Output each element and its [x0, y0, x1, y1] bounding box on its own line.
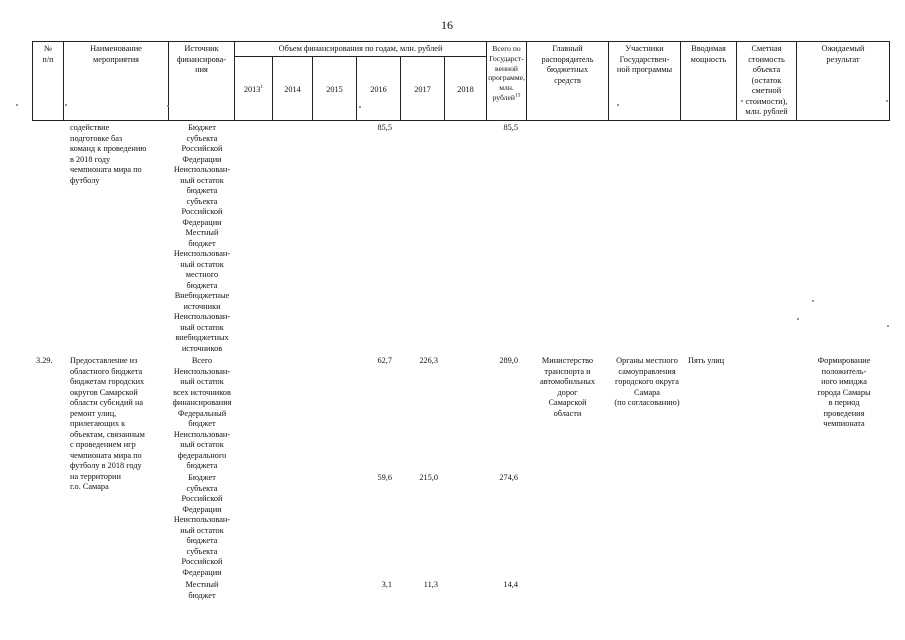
header-participants: Участники Государствен- ной программы: [616, 44, 673, 74]
prev-row-name: содействие подготовке баз команд к проведению в 2018 году чемпионата мира по футболу: [70, 123, 147, 185]
footnote-1: 1: [260, 84, 264, 91]
header-year-2016: 2016: [370, 85, 387, 94]
header-source: Источник финансирова- ния: [176, 44, 227, 74]
row-name: Предоставление из областного бюджета бюджетам городских округов Самарской области субсидий на ремонт улиц, прилегающих к объектам, связанным с проведением игр чемпионата мира по футболу в 2018 году на территории г.о. Самара: [70, 356, 145, 491]
header-year-2017: 2017: [414, 85, 431, 94]
header-capacity: Вводимая мощность: [690, 44, 727, 64]
row-all-total: 289,0: [499, 356, 518, 365]
row-regional-2017: 215,0: [419, 473, 438, 482]
prev-row-total: 85,5: [503, 123, 518, 132]
prev-row-sources: Бюджет субъекта Российской Федерации Неиспользован- ный остаток бюджета субъекта Российской Федерации Местный бюджет Неиспользован- ный остаток местного бюджета Внебюджетные источники Неиспользован- ный остаток внебюджетных источников: [173, 123, 231, 353]
row-capacity: Пять улиц: [688, 356, 725, 365]
header-funding-group: Объем финансирования по годам, млн. рублей: [278, 44, 443, 53]
row-regional-2016: 59,6: [377, 473, 392, 482]
header-year-2015: 2015: [326, 85, 343, 94]
header-name: Наименование мероприятия: [90, 44, 142, 64]
row-regional-total: 274,6: [499, 473, 518, 482]
row-sources-regional: Бюджет субъекта Российской Федерации Неиспользован- ный остаток бюджета субъекта Российской Федерации: [173, 473, 231, 577]
row-local-2017: 11,3: [423, 580, 438, 589]
header-distributor: Главный распорядитель бюджетных средств: [541, 44, 594, 85]
header-estimated-cost: Сметная стоимость объекта (остаток сметной стоимости), млн. рублей: [745, 44, 788, 116]
header-year-2014: 2014: [284, 85, 301, 94]
row-participants: Органы местного самоуправления городского округа Самара (по согласованию): [614, 356, 680, 407]
header-num: № п/п: [42, 44, 54, 64]
page-number: 16: [441, 18, 453, 32]
header-year-2013: 2013$^1$: [243, 84, 264, 94]
row-all-2017: 226,3: [419, 356, 438, 365]
footnote-13: 13: [514, 92, 521, 99]
row-distributor: Министерство транспорта и автомобильных дорог Самарской области: [539, 356, 596, 418]
prev-row-2016: 85,5: [377, 123, 392, 132]
header-year-2018: 2018: [457, 85, 474, 94]
header-total: Всего по Государст- венной программе, млн. рублей$^{13}$: [488, 44, 525, 102]
row-result: Формирование положитель- ного имиджа города Самары в период проведения чемпионата: [817, 356, 871, 428]
row-sources-local: Местный бюджет: [185, 580, 219, 600]
row-local-total: 14,4: [503, 580, 518, 589]
row-sources-all-federal: Всего Неиспользован- ный остаток всех источников финансирования Федеральный бюджет Неиспользован- ный остаток федерального бюджета: [172, 356, 232, 470]
row-number: 3.29.: [36, 356, 53, 365]
row-local-2016: 3,1: [381, 580, 392, 589]
row-all-2016: 62,7: [377, 356, 392, 365]
header-result: Ожидаемый результат: [821, 44, 865, 64]
